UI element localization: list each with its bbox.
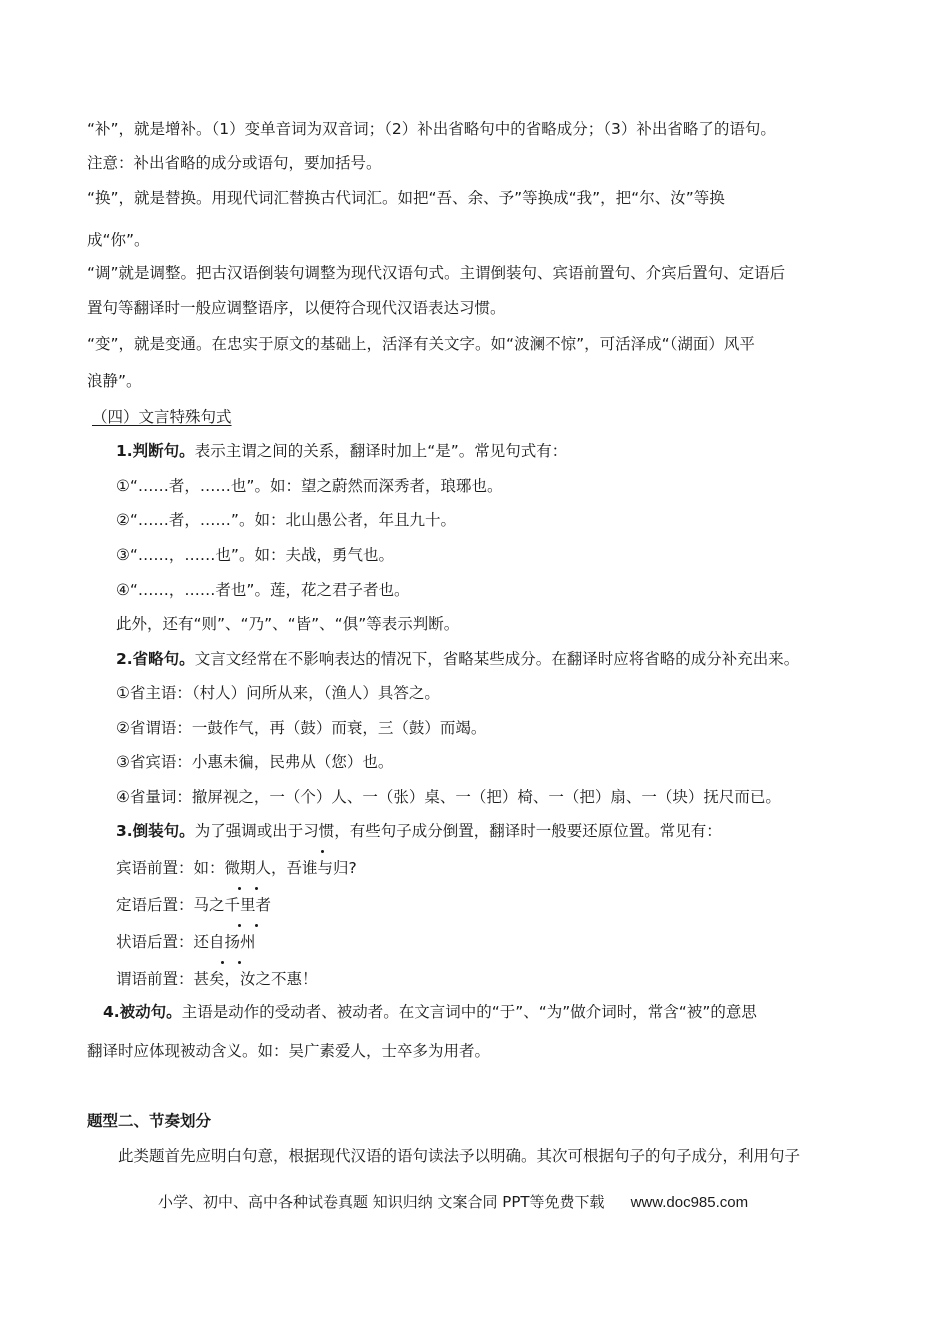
emphasis-dot: [255, 887, 258, 890]
emphasis-dot: [238, 887, 241, 890]
emphasis-dot: [221, 961, 224, 964]
invert-item-2: 定语后置：马之千里者: [116, 896, 272, 914]
paragraph-bian-line2: 浪静”。: [87, 372, 142, 390]
omit-item-3: ③省宾语：小惠未徧，民弗从（您）也。: [116, 753, 394, 771]
omit-desc: 文言文经常在不影响表达的情况下，省略某些成分。在翻译时应将省略的成分补充出来。: [194, 650, 800, 668]
judge-item-3: ③“……，……也”。如：夫战，勇气也。: [116, 546, 394, 564]
judge-item-4: ④“……，……者也”。莲，花之君子者也。: [116, 581, 410, 599]
passive-desc-line2: 翻译时应体现被动含义。如：吴广素爱人，士卒多为用者。: [87, 1042, 491, 1060]
judge-note: 此外，还有“则”、“乃”、“皆”、“俱”等表示判断。: [116, 615, 460, 633]
judge-title: 1.判断句。: [116, 442, 195, 460]
passive-title: 4.被动句。: [103, 1003, 182, 1021]
invert-desc: 为了强调或出于习惯，有些句子成分倒置，翻译时一般要还原位置。常见有：: [194, 822, 722, 840]
invert-item-4: 谓语前置：甚矣，汝之不惠！: [116, 970, 318, 988]
paragraph-bu-line2: 注意：补出省略的成分或语句，要加括号。: [87, 154, 382, 172]
emphasis-dot: [255, 924, 258, 927]
invert-intro: [116, 820, 722, 842]
omit-intro: [116, 648, 799, 670]
invert-item-3: 状语后置：还自扬州: [116, 933, 256, 951]
paragraph-huan-line2: 成“你”。: [87, 231, 150, 249]
judge-intro: [116, 440, 567, 462]
type2-heading: 题型二、节奏划分: [87, 1112, 212, 1130]
passive-desc: 主语是动作的受动者、被动者。在文言词中的“于”、“为”做介词时，常含“被”的意思: [181, 1003, 757, 1021]
judge-item-1: ①“……者，……也”。如：望之蔚然而深秀者，琅琊也。: [116, 477, 503, 495]
paragraph-bian-line1: “变”，就是变通。在忠实于原文的基础上，活泽有关文字。如“波澜不惊”，可活泽成“（湖面）风平: [87, 335, 755, 353]
omit-item-4: ④省量词：撤屏视之，一（个）人、一（张）桌、一（把）椅、一（把）扇、一（块）抚尺而已。: [116, 788, 781, 806]
omit-item-1: ①省主语：（村人）问所从来，（渔人）具答之。: [116, 684, 440, 702]
paragraph-tiao-line1: “调”就是调整。把古汉语倒装句调整为现代汉语句式。主谓倒装句、宾语前置句、介宾后置句、定语后: [87, 264, 786, 282]
footer-url[interactable]: www.doc985.com: [630, 1194, 749, 1211]
section-heading: （四）文言特殊句式: [92, 408, 232, 426]
emphasis-dot: [321, 850, 324, 853]
passive-intro: [103, 1001, 757, 1023]
page-footer: [158, 1191, 748, 1214]
invert-item-1: 宾语前置：如：微期人，吾谁与归?: [116, 859, 357, 877]
omit-title: 2.省略句。: [116, 650, 195, 668]
emphasis-dot: [238, 924, 241, 927]
paragraph-tiao-line2: 置句等翻译时一般应调整语序，以便符合现代汉语表达习惯。: [87, 299, 506, 317]
omit-item-2: ②省谓语：一鼓作气，再（鼓）而衰，三（鼓）而竭。: [116, 719, 487, 737]
paragraph-bu-line1: “补”，就是增补。（1）变单音词为双音词；（2）补出省略句中的省略成分；（3）补出省略了的语句。: [87, 120, 776, 138]
paragraph-huan-line1: “换”，就是替换。用现代词汇替换古代词汇。如把“吾、余、予”等换成“我”，把“尔、汝”等换: [87, 189, 725, 207]
judge-desc: 表示主谓之间的关系，翻译时加上“是”。常见句式有：: [194, 442, 568, 460]
invert-title: 3.倒装句。: [116, 822, 195, 840]
footer-text: 小学、初中、高中各种试卷真题 知识归纳 文案合同 PPT等免费下载: [158, 1193, 605, 1211]
emphasis-dot: [238, 961, 241, 964]
judge-item-2: ②“……者，……”。如：北山愚公者，年且九十。: [116, 511, 456, 529]
type2-paragraph: 此类题首先应明白句意，根据现代汉语的语句读法予以明确。其次可根据句子的句子成分，利用句子: [118, 1147, 801, 1165]
